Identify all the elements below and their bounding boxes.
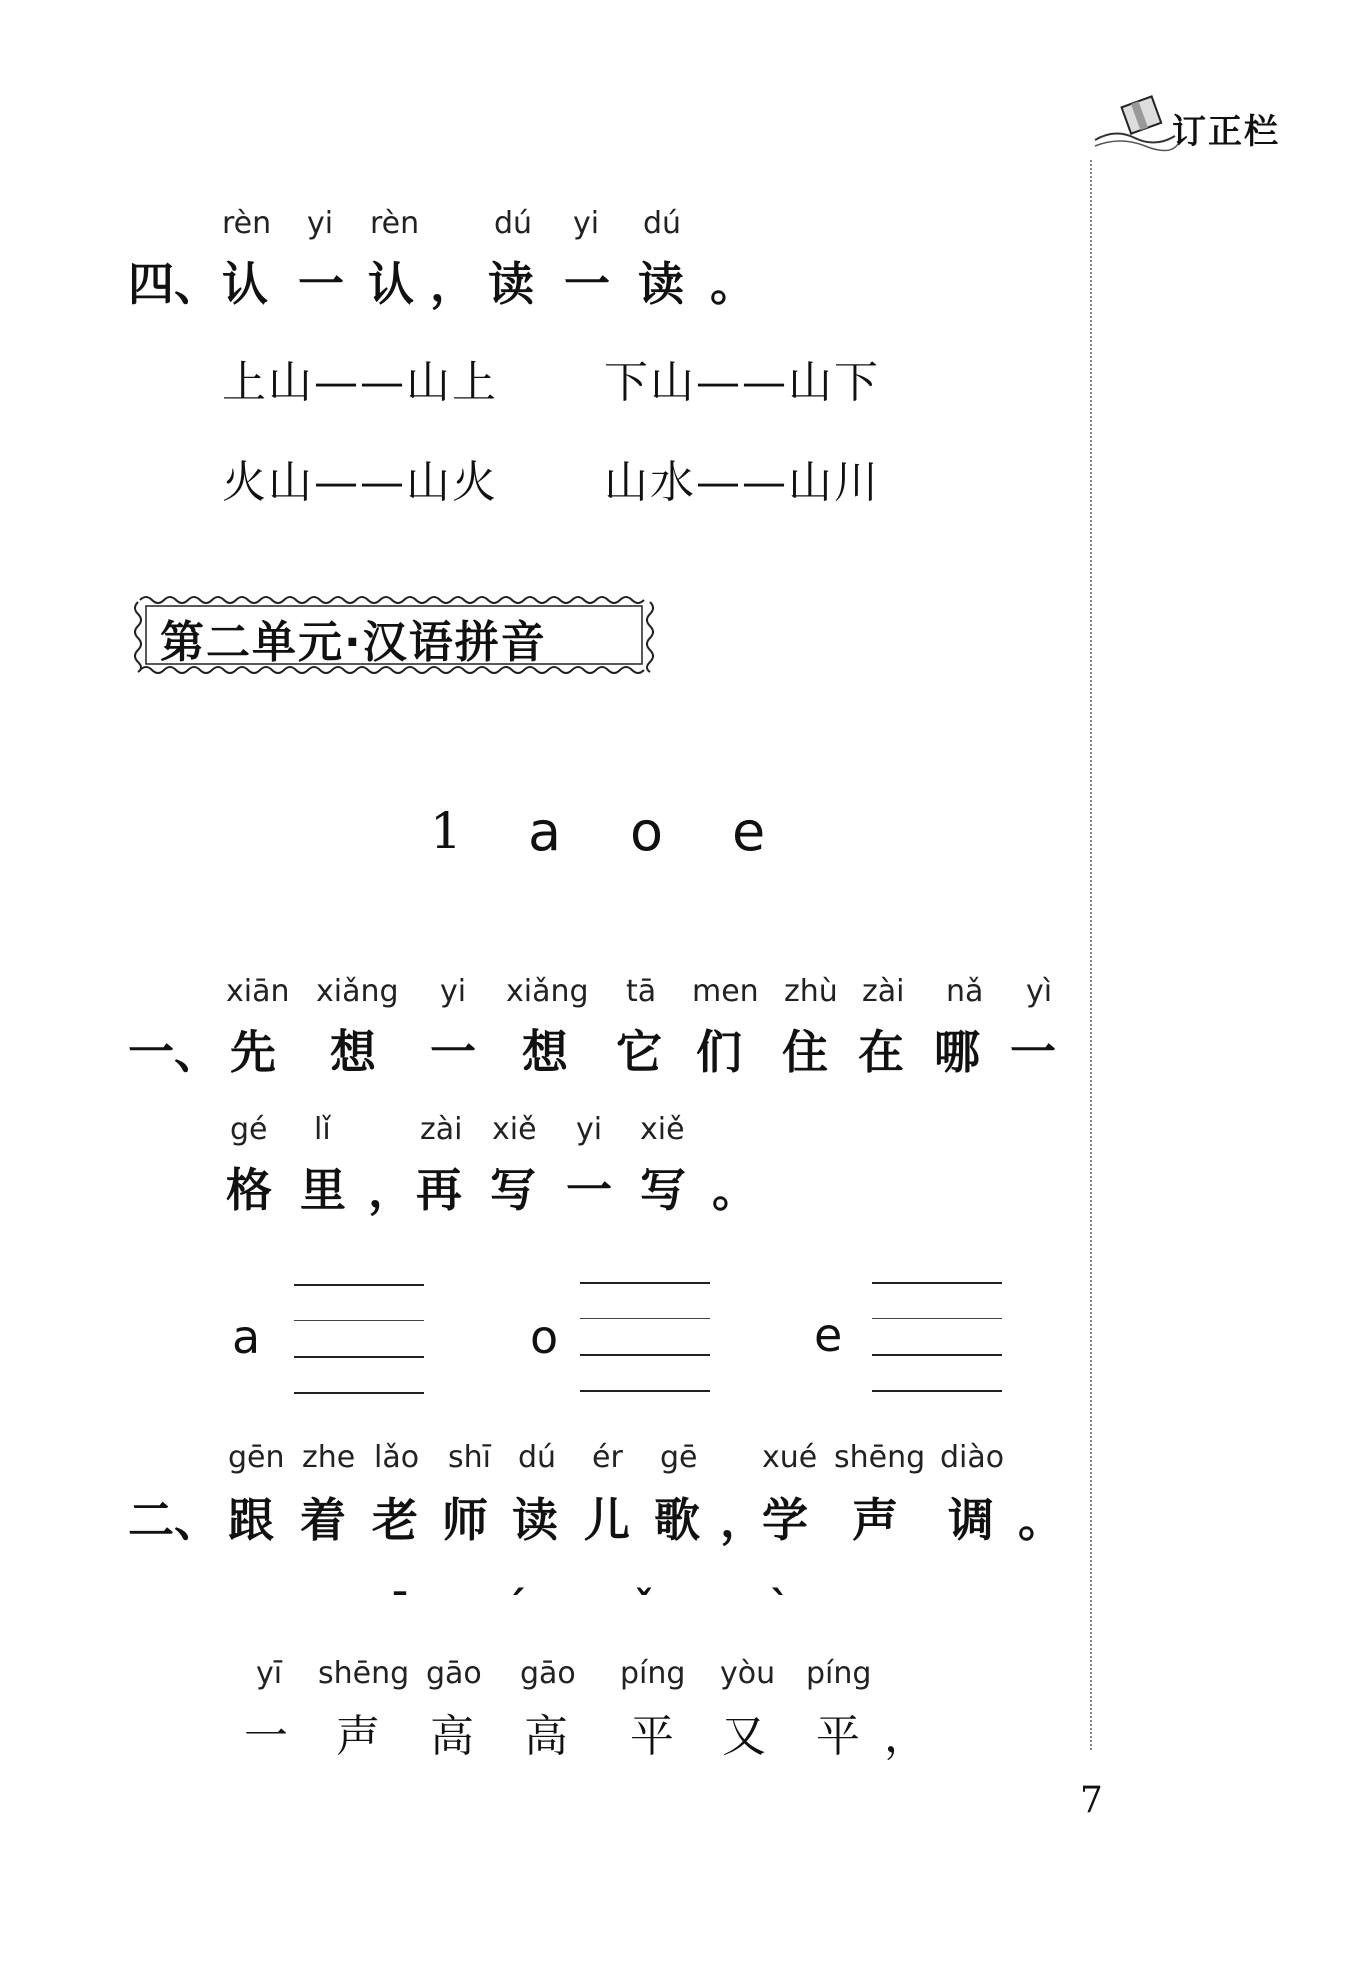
instruction-char: 跟 — [228, 1493, 274, 1547]
word-pair: 火山——山火 — [222, 457, 498, 508]
page-number: 7 — [1080, 1780, 1103, 1821]
writing-line[interactable] — [294, 1392, 424, 1394]
instruction-char: 在 — [858, 1025, 904, 1079]
pinyin: yi — [573, 206, 600, 241]
instruction-char: 歌 — [654, 1493, 700, 1547]
instruction-char: ， — [368, 1163, 414, 1217]
instruction-char: 一 — [1010, 1025, 1056, 1079]
lesson-letter: e — [732, 800, 766, 863]
exercise-letter: a — [232, 1310, 261, 1364]
instruction-char: 想 — [522, 1025, 568, 1079]
question-number: 二、 — [128, 1493, 220, 1547]
lesson-letter: a — [528, 800, 562, 863]
writing-line[interactable] — [872, 1318, 1002, 1319]
instruction-char: ， — [720, 1493, 766, 1547]
instruction-char: 认 — [368, 257, 414, 311]
pinyin: diào — [940, 1440, 1005, 1475]
instruction-char: 读 — [488, 257, 534, 311]
pinyin: xiān — [226, 974, 290, 1009]
instruction-char: 一 — [564, 257, 610, 311]
pinyin: yi — [440, 974, 467, 1009]
word-pair: 山水——山川 — [604, 457, 880, 508]
question-number: 一、 — [128, 1025, 220, 1079]
instruction-char: 着 — [300, 1493, 346, 1547]
instruction-char: 学 — [762, 1493, 808, 1547]
sidebar-title: 订正栏 — [1172, 112, 1280, 152]
writing-line[interactable] — [580, 1282, 710, 1284]
pinyin: píng — [806, 1656, 872, 1691]
instruction-char: 先 — [230, 1025, 276, 1079]
instruction-char: 读 — [512, 1493, 558, 1547]
pinyin: zài — [862, 974, 905, 1009]
pinyin: zài — [420, 1112, 463, 1147]
tone-mark-second: ˊ — [506, 1584, 526, 1630]
pinyin: yì — [1026, 974, 1053, 1009]
pinyin: píng — [620, 1656, 686, 1691]
pinyin: xiě — [492, 1112, 537, 1147]
pinyin: yī — [256, 1656, 283, 1691]
instruction-char: 一 — [298, 257, 344, 311]
instruction-char: 再 — [416, 1163, 462, 1217]
instruction-char: 们 — [696, 1025, 742, 1079]
writing-line[interactable] — [872, 1390, 1002, 1392]
writing-line[interactable] — [580, 1390, 710, 1392]
pinyin: gē — [660, 1440, 698, 1475]
rhyme-char: 高 — [430, 1711, 476, 1762]
tone-mark-third: ˇ — [634, 1584, 654, 1630]
pinyin: gāo — [520, 1656, 576, 1691]
instruction-char: 哪 — [934, 1025, 980, 1079]
instruction-char: 。 — [712, 1163, 758, 1217]
pinyin: nǎ — [946, 974, 984, 1009]
unit-title: 第二单元·汉语拼音 — [160, 617, 547, 668]
rhyme-char: 高 — [524, 1711, 570, 1762]
pinyin: rèn — [222, 206, 272, 241]
pinyin: yòu — [720, 1656, 776, 1691]
pinyin: xiǎng — [316, 974, 399, 1009]
pinyin: gé — [230, 1112, 268, 1147]
instruction-char: 师 — [442, 1493, 488, 1547]
pinyin: gāo — [426, 1656, 482, 1691]
instruction-char: 里 — [300, 1163, 346, 1217]
writing-line[interactable] — [580, 1354, 710, 1356]
sidebar-dotted-divider — [1090, 160, 1092, 1750]
instruction-char: 老 — [372, 1493, 418, 1547]
pinyin: shēng — [834, 1440, 926, 1475]
instruction-char: 写 — [490, 1163, 536, 1217]
instruction-char: 调 — [948, 1493, 994, 1547]
pinyin: zhe — [302, 1440, 356, 1475]
pinyin: ér — [592, 1440, 623, 1475]
instruction-char: 一 — [430, 1025, 476, 1079]
pinyin: yi — [307, 206, 334, 241]
writing-line[interactable] — [294, 1284, 424, 1286]
pinyin: yi — [576, 1112, 603, 1147]
writing-line[interactable] — [872, 1354, 1002, 1356]
exercise-letter: o — [530, 1310, 559, 1364]
pinyin: tā — [626, 974, 657, 1009]
pinyin: gēn — [228, 1440, 285, 1475]
eraser-icon — [1090, 88, 1180, 158]
rhyme-char: 又 — [722, 1711, 768, 1762]
instruction-char: 一 — [566, 1163, 612, 1217]
rhyme-char: 一 — [244, 1711, 290, 1762]
exercise-letter: e — [814, 1308, 843, 1362]
instruction-char: 读 — [638, 257, 684, 311]
pinyin: xiě — [640, 1112, 685, 1147]
rhyme-char: ， — [884, 1711, 930, 1762]
pinyin: shēng — [318, 1656, 410, 1691]
word-pair: 上山——山上 — [222, 357, 498, 408]
writing-line[interactable] — [872, 1282, 1002, 1284]
pinyin: rèn — [370, 206, 420, 241]
instruction-char: 。 — [710, 257, 756, 311]
instruction-char: 格 — [226, 1163, 272, 1217]
pinyin: xiǎng — [506, 974, 589, 1009]
instruction-char: 住 — [782, 1025, 828, 1079]
rhyme-char: 声 — [336, 1711, 382, 1762]
pinyin: xué — [762, 1440, 818, 1475]
instruction-char: 想 — [330, 1025, 376, 1079]
question-number: 四、 — [128, 257, 220, 311]
tone-mark-fourth: ˋ — [770, 1584, 790, 1630]
writing-line[interactable] — [294, 1356, 424, 1358]
writing-line[interactable] — [294, 1320, 424, 1321]
rhyme-char: 平 — [630, 1711, 676, 1762]
pinyin: zhù — [784, 974, 838, 1009]
pinyin: dú — [518, 1440, 557, 1475]
instruction-char: 认 — [222, 257, 268, 311]
word-pair: 下山——山下 — [604, 357, 880, 408]
pinyin: dú — [494, 206, 533, 241]
instruction-char: 声 — [852, 1493, 898, 1547]
instruction-char: 儿 — [584, 1493, 630, 1547]
pinyin: men — [692, 974, 759, 1009]
pinyin: shī — [448, 1440, 491, 1475]
lesson-letter: o — [630, 800, 664, 863]
tone-mark-first: ˉ — [390, 1586, 410, 1632]
pinyin: dú — [643, 206, 682, 241]
unit-banner — [132, 594, 656, 676]
rhyme-char: 平 — [816, 1711, 862, 1762]
pinyin: lǎo — [374, 1440, 420, 1475]
instruction-char: ， — [430, 257, 476, 311]
instruction-char: 它 — [616, 1025, 662, 1079]
pinyin: lǐ — [314, 1112, 331, 1147]
writing-line[interactable] — [580, 1318, 710, 1319]
instruction-char: 写 — [640, 1163, 686, 1217]
lesson-number: 1 — [430, 802, 462, 860]
instruction-char: 。 — [1018, 1493, 1064, 1547]
